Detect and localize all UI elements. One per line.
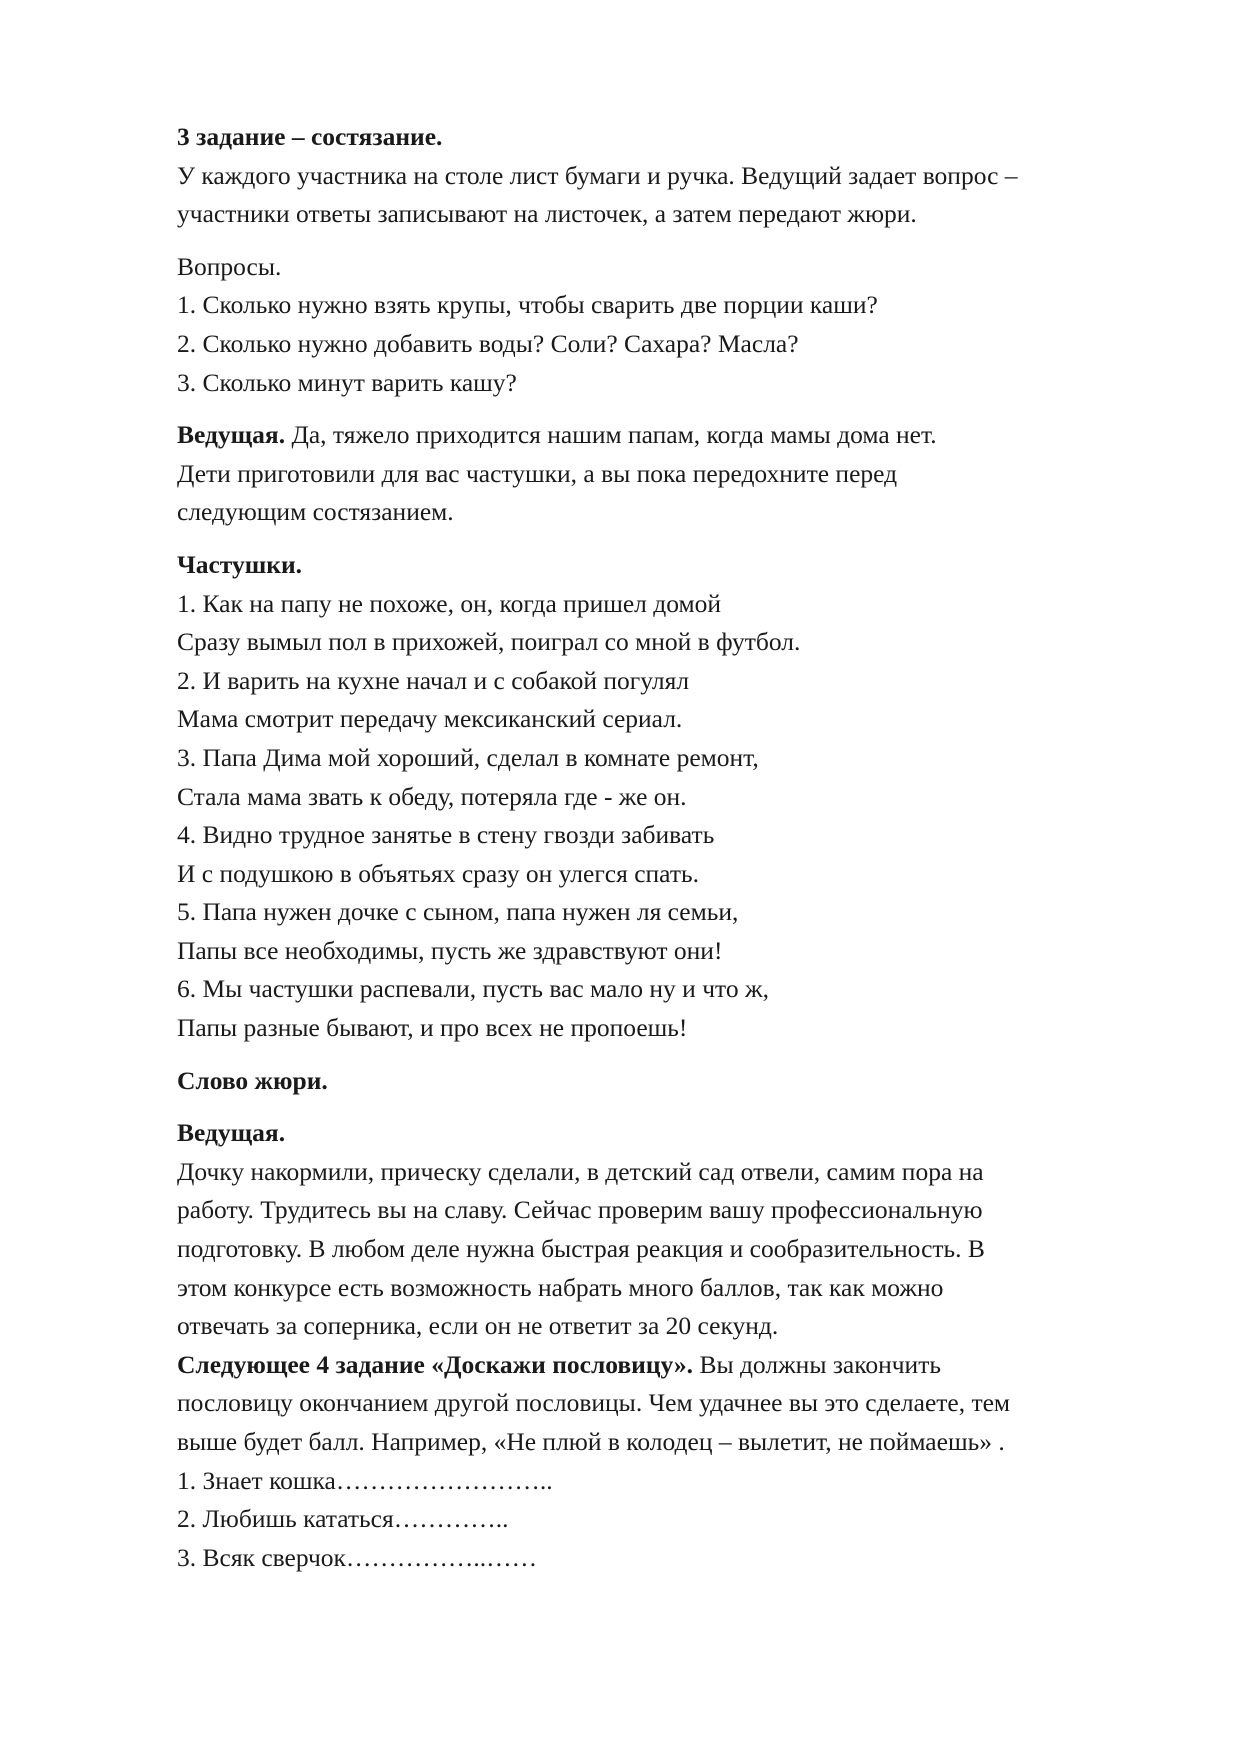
chastushki-heading: Частушки. xyxy=(177,549,303,579)
chastushki-line: 3. Папа Дима мой хороший, сделал в комнате ремонт, xyxy=(177,742,759,772)
proverb-item: 2. Любишь кататься………….. xyxy=(177,1504,509,1534)
chastushki-line: Сразу вымыл пол в прихожей, поиграл со мной в футбол. xyxy=(177,627,801,657)
task3-text-line: У каждого участника на столе лист бумаги и ручка. Ведущий задает вопрос – xyxy=(177,160,1018,190)
document-page xyxy=(177,118,1167,1577)
task3-heading: 3 задание – состязание. xyxy=(177,122,443,151)
chastushki-line: 6. Мы частушки распевали, пусть вас мало ну и что ж, xyxy=(177,974,769,1004)
host2-text-line: работу. Трудитесь вы на славу. Сейчас проверим вашу профессиональную xyxy=(177,1195,983,1225)
task4-text-line: выше будет балл. Например, «Не плюй в колодец – вылетит, не поймаешь» . xyxy=(177,1427,1005,1456)
chastushki-line: 2. И варить на кухне начал и с собакой погулял xyxy=(177,665,690,695)
questions-title: Вопросы. xyxy=(177,251,282,281)
chastushki-line: Мама смотрит передачу мексиканский сериал. xyxy=(177,704,683,734)
question-item: 2. Сколько нужно добавить воды? Соли? Сахара? Масла? xyxy=(177,328,799,358)
question-item: 1. Сколько нужно взять крупы, чтобы сварить две порции каши? xyxy=(177,290,878,320)
jury-heading: Слово жюри. xyxy=(177,1065,328,1095)
proverb-item: 3. Всяк сверчок……………..…… xyxy=(177,1542,538,1572)
proverb-item: 1. Знает кошка…………………….. xyxy=(177,1465,553,1495)
task4-first-line xyxy=(177,1346,1167,1385)
question-item: 3. Сколько минут варить кашу? xyxy=(177,367,517,397)
chastushki-line: 1. Как на папу не похоже, он, когда пришел домой xyxy=(177,588,722,618)
host2-heading: Ведущая. xyxy=(177,1118,286,1148)
chastushki-line: Папы разные бывают, и про всех не пропоешь! xyxy=(177,1013,688,1043)
task4-text-line: пословицу окончанием другой пословицы. Чем удачнее вы это сделаете, тем xyxy=(177,1388,1011,1418)
chastushki-line: 4. Видно трудное занятье в стену гвозди забивать xyxy=(177,820,715,850)
host1-text: Да, тяжело приходится нашим папам, когда мамы дома нет. xyxy=(285,420,937,450)
task4-text: Вы должны закончить xyxy=(693,1349,941,1379)
host2-text-line: этом конкурсе есть возможность набрать много баллов, так как можно xyxy=(177,1272,944,1302)
host1-text-line: Дети приготовили для вас частушки, а вы пока передохните перед xyxy=(177,458,898,488)
speaker-label: Ведущая. xyxy=(177,420,286,450)
host2-text-line: подготовку. В любом деле нужна быстрая реакция и сообразительность. В xyxy=(177,1234,985,1264)
host1-text-line: следующим состязанием. xyxy=(177,497,454,527)
host2-text-line: Дочку накормили, прическу сделали, в детский сад отвели, самим пора на xyxy=(177,1156,984,1186)
host2-text-line: отвечать за соперника, если он не ответит за 20 секунд. xyxy=(177,1311,779,1341)
chastushki-line: И с подушкою в объятьях сразу он улегся спать. xyxy=(177,858,699,888)
host1-first-line xyxy=(177,416,1167,455)
task4-heading: Следующее 4 задание «Доскажи пословицу». xyxy=(177,1349,694,1379)
task3-text-line: участники ответы записывают на листочек, а затем передают жюри. xyxy=(177,199,917,229)
chastushki-line: Стала мама звать к обеду, потеряла где - же он. xyxy=(177,781,687,811)
chastushki-line: Папы все необходимы, пусть же здравствуют они! xyxy=(177,935,723,965)
chastushki-line: 5. Папа нужен дочке с сыном, папа нужен ля семьи, xyxy=(177,897,739,927)
